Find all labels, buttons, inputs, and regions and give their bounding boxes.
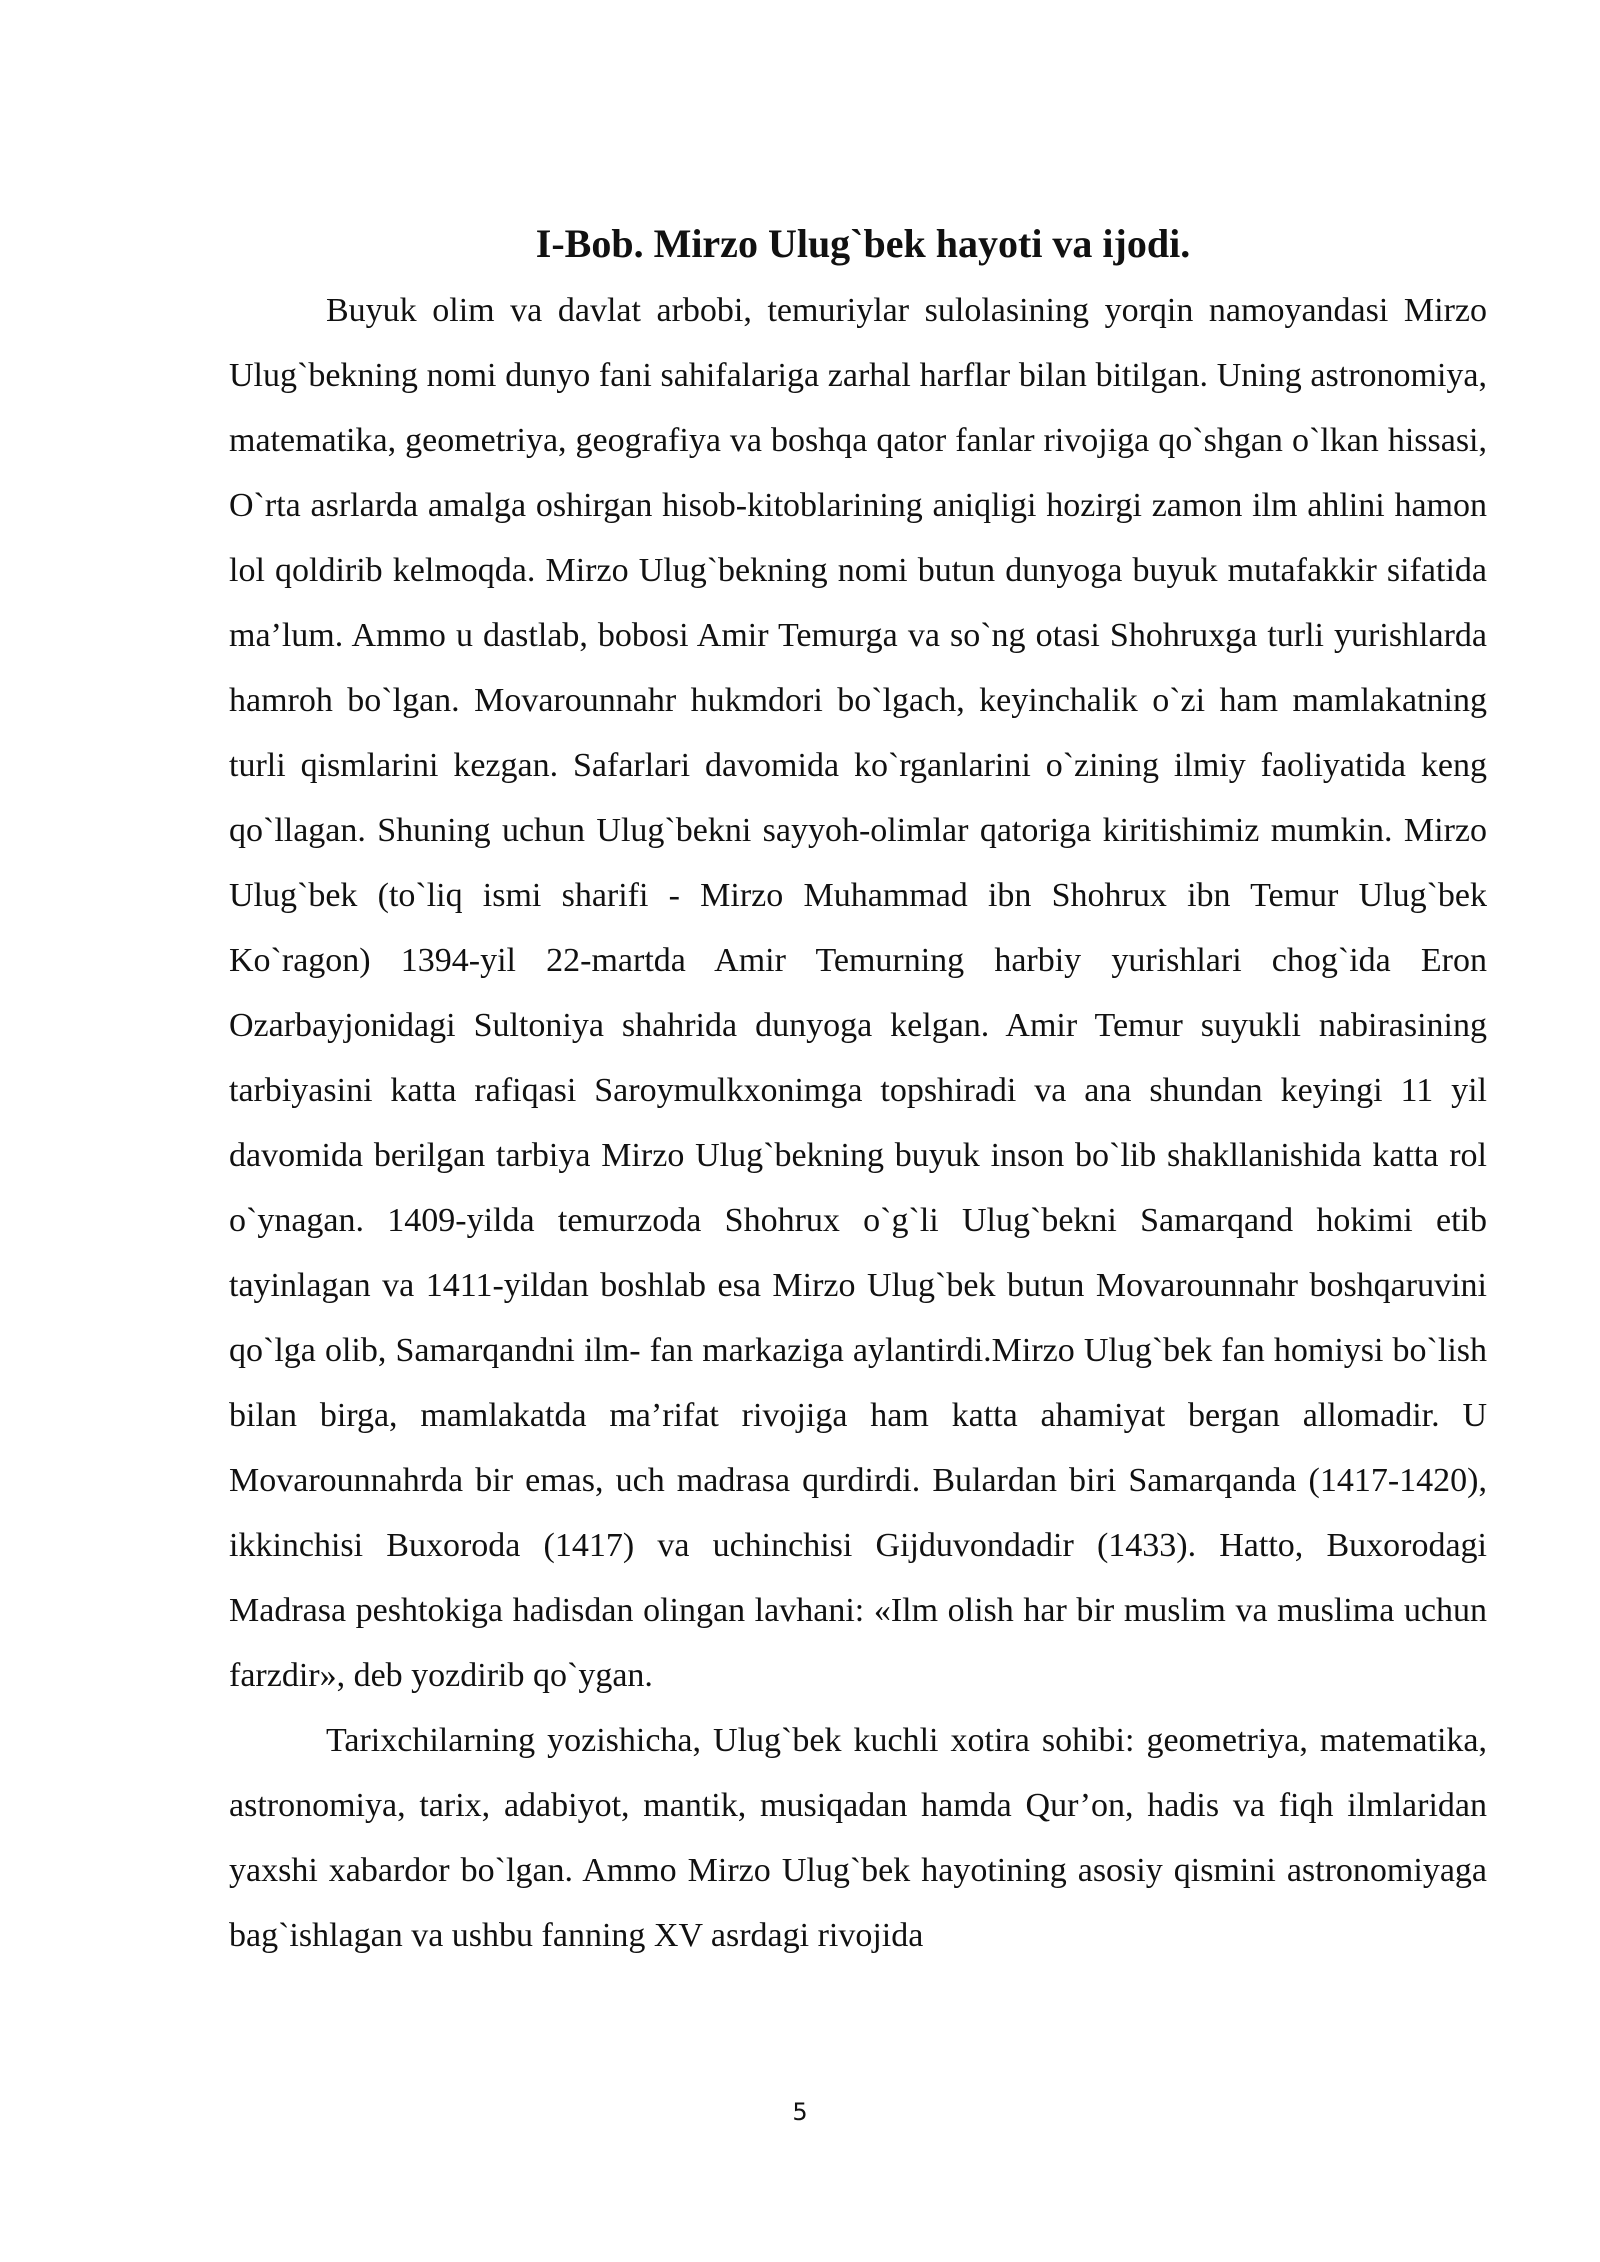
chapter-title: I-Bob. Mirzo Ulug`bek hayoti va ijodi. <box>535 221 1191 266</box>
body-paragraph: Tarixchilarning yozishicha, Ulug`bek kuchli xotira sohibi: geometriya, matematika, astronomiya, tarix, adabiyot, mantik, musiqadan hamda Qur’on, hadis va fiqh ilmlaridan yaxshi xabardor bo`lgan. Ammo Mirzo Ulug`bek hayotining asosiy qismini astronomiyaga bag`ishlagan va ushbu fanning XV asrdagi rivojida <box>229 1722 1487 1954</box>
body-paragraph: Buyuk olim va davlat arbobi, temuriylar sulolasining yorqin namoyandasi Mirzo Ulug`bekning nomi dunyo fani sahifalariga zarhal harflar bilan bitilgan. Uning astronomiya, matematika, geometriya, geografiya va boshqa qator fanlar rivojiga qo`shgan o`lkan hissasi, O`rta asrlarda amalga oshirgan hisob-kitoblarining aniqligi hozirgi zamon ilm ahlini hamon lol qoldirib kelmoqda. Mirzo Ulug`bekning nomi butun dunyoga buyuk mutafakkir sifatida ma’lum. Ammo u dastlab, bobosi Amir Temurga va so`ng otasi Shohruxga turli yurishlarda hamroh bo`lgan. Movarounnahr hukmdori bo`lgach, keyinchalik o`zi ham mamlakatning turli qismlarini kezgan. Safarlari davomida ko`rganlarini o`zining ilmiy faoliyatida keng qo`llagan. Shuning uchun Ulug`bekni sayyoh-olimlar qatoriga kiritishimiz mumkin. Mirzo Ulug`bek (to`liq ismi sharifi - Mirzo Muhammad ibn Shohrux ibn Temur Ulug`bek Ko`ragon) 1394-yil 22-martda Amir Temurning harbiy yurishlari chog`ida Eron Ozarbayjonidagi Sultoniya shahrida dunyoga kelgan. Amir Temur suyukli nabirasining tarbiyasini katta rafiqasi Saroymulkxonimga topshiradi va ana shundan keyingi 11 yil davomida berilgan tarbiya Mirzo Ulug`bekning buyuk inson bo`lib shakllanishida katta rol o`ynagan. 1409-yilda temurzoda Shohrux o`g`li Ulug`bekni Samarqand hokimi etib tayinlagan va 1411-yildan boshlab esa Mirzo Ulug`bek butun Movarounnahr boshqaruvini qo`lga olib, Samarqandni ilm- fan markaziga aylantirdi.Mirzo Ulug`bek fan homiysi bo`lish bilan birga, mamlakatda ma’rifat rivojiga ham katta ahamiyat bergan allomadir. U Movarounnahrda bir emas, uch madrasa qurdirdi. Bulardan biri Samarqanda (1417-1420), ikkinchisi Buxoroda (1417) va uchinchisi Gijduvondadir (1433). Hatto, Buxorodagi Madrasa peshtokiga hadisdan olingan lavhani: «Ilm olish har bir muslim va muslima uchun farzdir», deb yozdirib qo`ygan. <box>229 292 1487 1694</box>
page-number: 5 <box>792 2098 808 2126</box>
page-content <box>229 214 1487 1968</box>
